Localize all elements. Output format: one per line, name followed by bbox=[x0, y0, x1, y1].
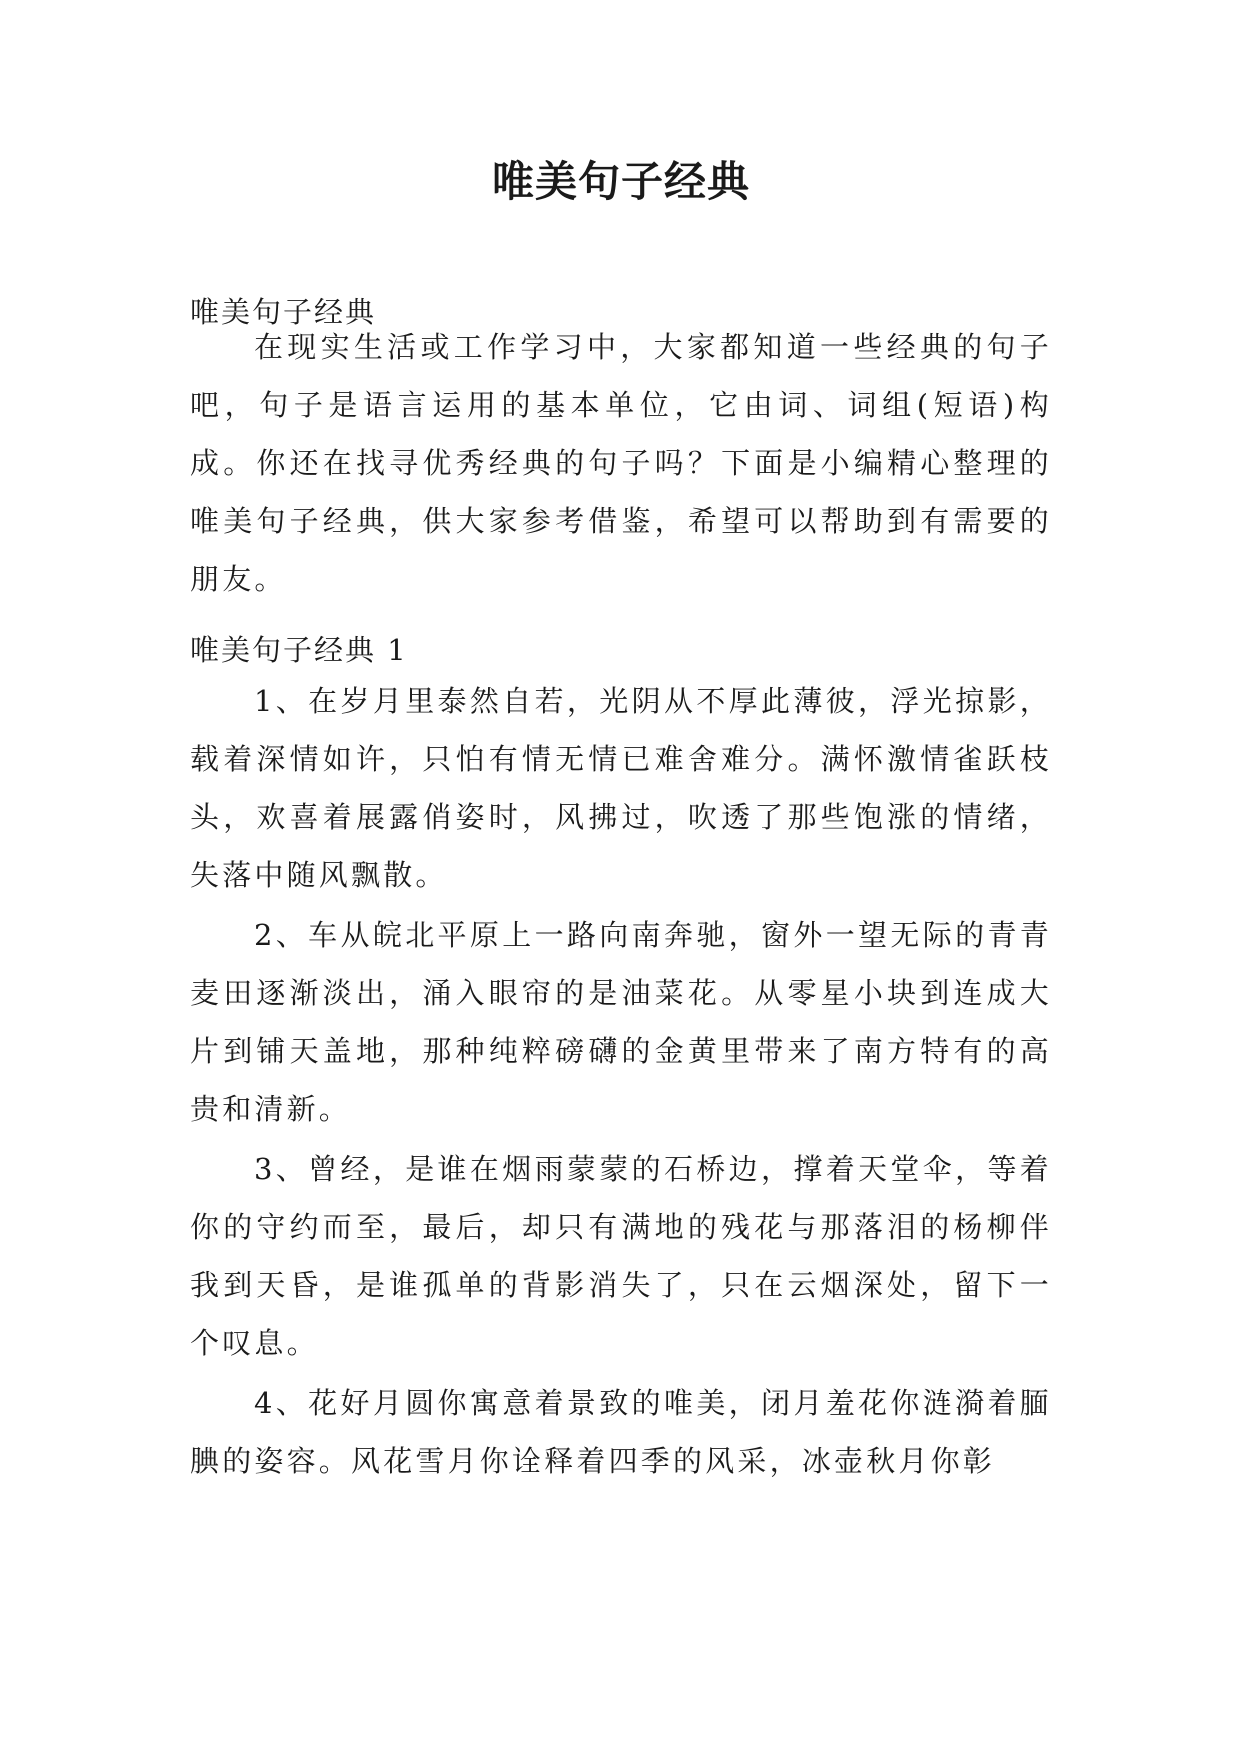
list-item: 1、在岁月里泰然自若，光阴从不厚此薄彼，浮光掠影，载着深情如许，只怕有情无情已难舍难分。满怀激情雀跃枝头，欢喜着展露俏姿时，风拂过，吹透了那些饱涨的情绪，失落中随风飘散。 bbox=[190, 684, 1052, 892]
document-subtitle: 唯美句子经典 bbox=[190, 295, 377, 329]
list-item: 4、花好月圆你寓意着景致的唯美，闭月羞花你涟漪着腼腆的姿容。风花雪月你诠释着四季的风采，冰壶秋月你彰 bbox=[190, 1386, 1052, 1478]
section-heading: 唯美句子经典 1 bbox=[190, 633, 408, 667]
intro-paragraph: 在现实生活或工作学习中，大家都知道一些经典的句子吧，句子是语言运用的基本单位，它由词、词组(短语)构成。你还在找寻优秀经典的句子吗？下面是小编精心整理的唯美句子经典，供大家参考借鉴，希望可以帮助到有需要的朋友。 bbox=[190, 330, 1052, 596]
page-title: 唯美句子经典 bbox=[491, 157, 750, 206]
list-item: 2、车从皖北平原上一路向南奔驰，窗外一望无际的青青麦田逐渐淡出，涌入眼帘的是油菜花。从零星小块到连成大片到铺天盖地，那种纯粹磅礴的金黄里带来了南方特有的高贵和清新。 bbox=[190, 918, 1052, 1126]
list-item: 3、曾经，是谁在烟雨蒙蒙的石桥边，撑着天堂伞，等着你的守约而至，最后，却只有满地的残花与那落泪的杨柳伴我到天昏，是谁孤单的背影消失了，只在云烟深处，留下一个叹息。 bbox=[190, 1152, 1052, 1360]
